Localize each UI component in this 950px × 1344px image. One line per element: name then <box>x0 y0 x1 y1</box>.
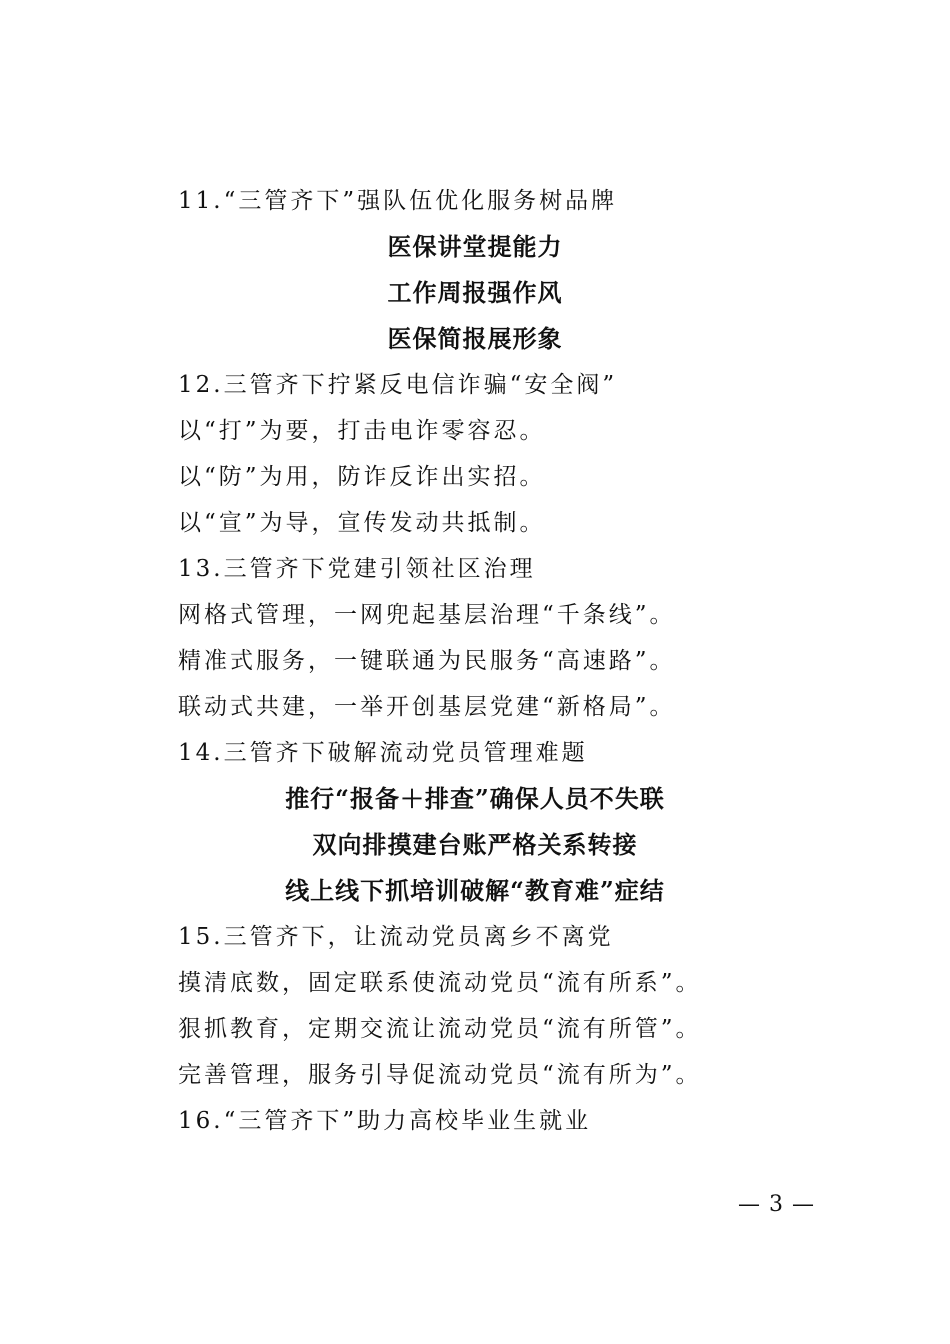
item-12-point-3: 以“宣”为导，宣传发动共抵制。 <box>178 510 546 536</box>
item-14-heading: 14.三管齐下破解流动党员管理难题 <box>178 740 588 766</box>
item-12-point-2: 以“防”为用，防诈反诈出实招。 <box>178 464 546 490</box>
item-15-heading: 15.三管齐下，让流动党员离乡不离党 <box>178 924 614 950</box>
item-11-heading: 11.“三管齐下”强队伍优化服务树品牌 <box>178 188 618 214</box>
item-11-point-3: 医保简报展形象 <box>387 324 563 353</box>
item-15-point-2: 狠抓教育，定期交流让流动党员“流有所管”。 <box>178 1016 702 1042</box>
item-15-point-3: 完善管理，服务引导促流动党员“流有所为”。 <box>178 1062 702 1088</box>
item-11-point-1: 医保讲堂提能力 <box>387 232 563 261</box>
item-13-point-2: 精准式服务，一键联通为民服务“高速路”。 <box>178 648 676 674</box>
item-13-heading: 13.三管齐下党建引领社区治理 <box>178 556 536 582</box>
item-14-point-1: 推行“报备＋排查”确保人员不失联 <box>285 784 665 813</box>
item-16-heading: 16.“三管齐下”助力高校毕业生就业 <box>178 1108 592 1134</box>
page-number: — 3 — <box>738 1192 815 1217</box>
item-13-point-1: 网格式管理，一网兜起基层治理“千条线”。 <box>178 602 676 628</box>
item-13-point-3: 联动式共建，一举开创基层党建“新格局”。 <box>178 694 676 720</box>
item-14-point-3: 线上线下抓培训破解“教育难”症结 <box>285 876 665 905</box>
item-11-point-2: 工作周报强作风 <box>387 278 563 307</box>
item-14-point-2: 双向排摸建台账严格关系转接 <box>312 830 638 859</box>
item-12-heading: 12.三管齐下拧紧反电信诈骗“安全阀” <box>178 372 618 398</box>
item-15-point-1: 摸清底数，固定联系使流动党员“流有所系”。 <box>178 970 702 996</box>
item-12-point-1: 以“打”为要，打击电诈零容忍。 <box>178 418 546 444</box>
